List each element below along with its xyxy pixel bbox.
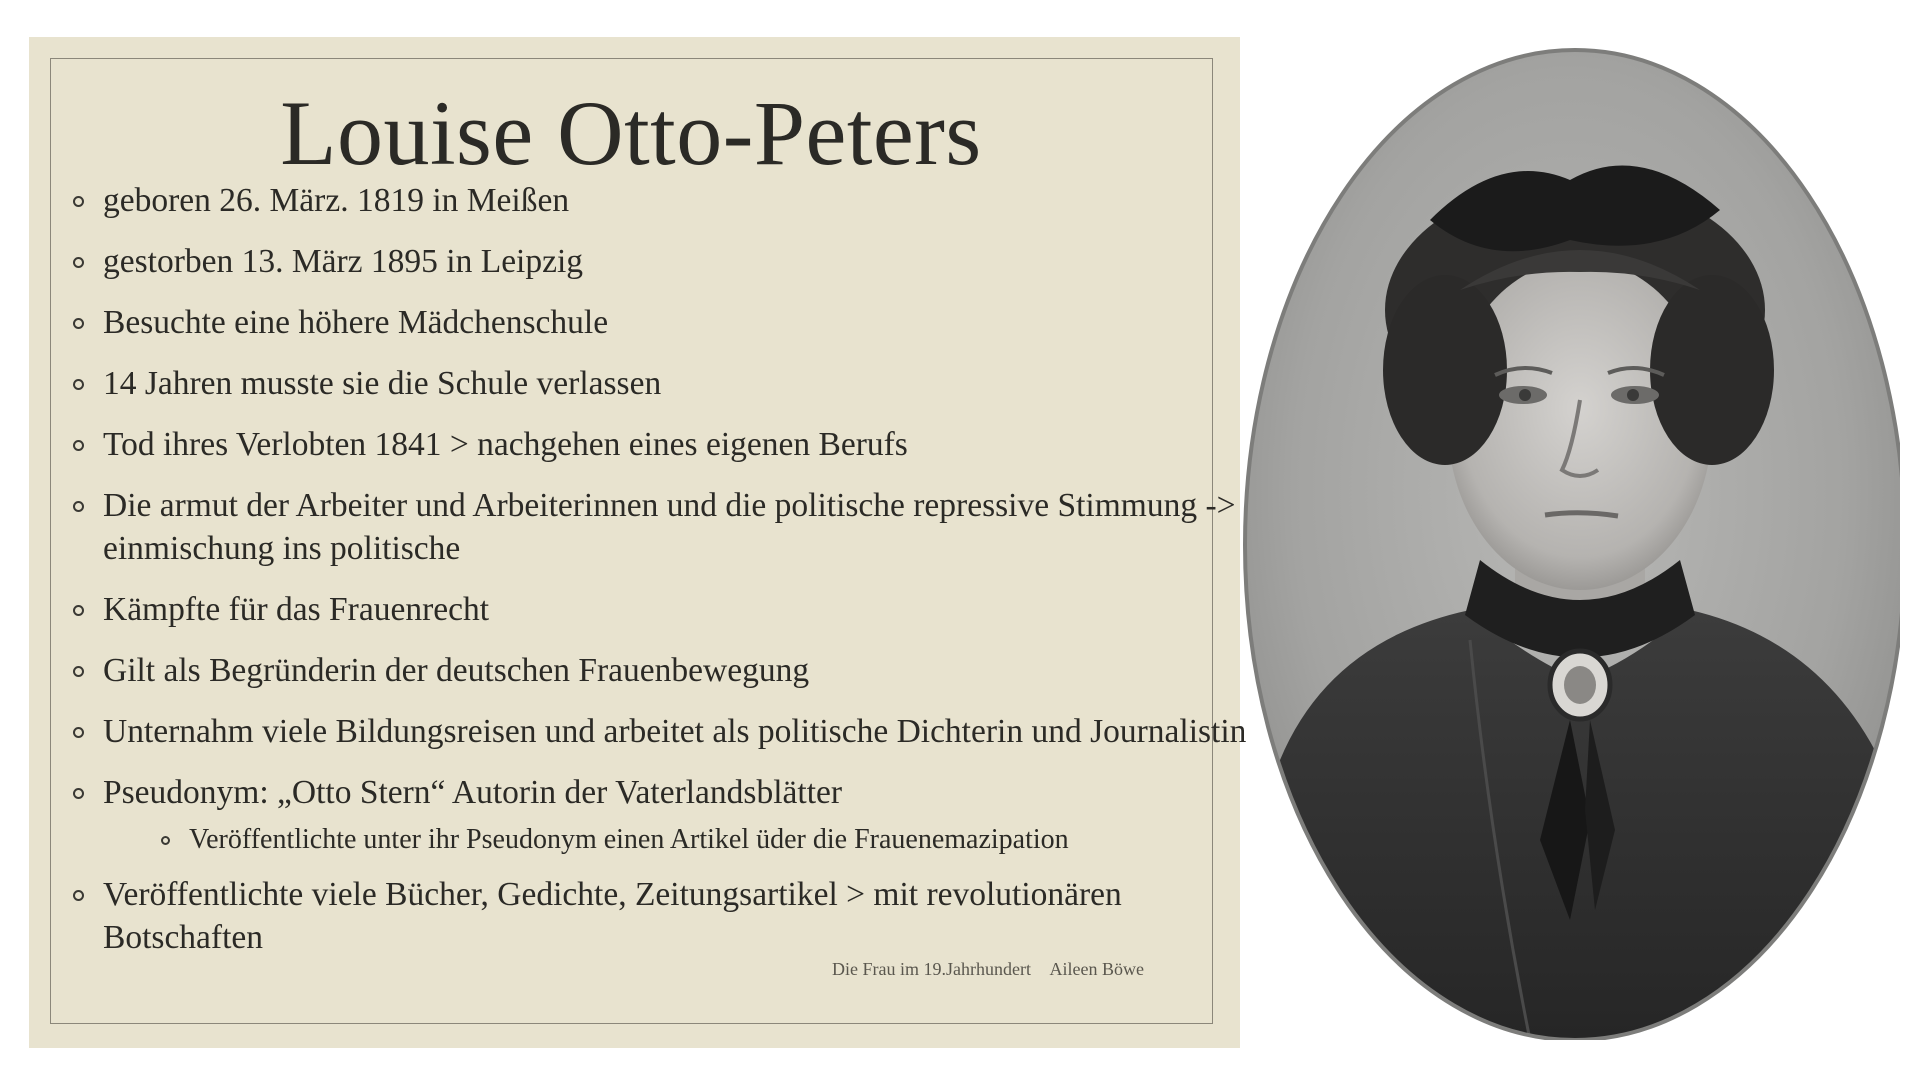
slide-panel bbox=[29, 37, 1247, 1048]
bullet-fiance: Tod ihres Verlobten 1841 > nachgehen eines eigenen Berufs bbox=[73, 423, 1283, 466]
slide-frame bbox=[50, 58, 1247, 1024]
bullet-death: gestorben 13. März 1895 in Leipzig bbox=[73, 240, 1283, 283]
footer-author: Aileen Böwe bbox=[1049, 959, 1144, 979]
footer bbox=[832, 959, 1144, 980]
portrait-illustration bbox=[1240, 40, 1900, 1040]
bullet-travels: Unternahm viele Bildungsreisen und arbeitet als politische Dichterin und Journalistin bbox=[73, 710, 1283, 753]
bullet-womens-rights: Kämpfte für das Frauenrecht bbox=[73, 588, 1283, 631]
slide-title: Louise Otto-Peters bbox=[280, 82, 982, 184]
bullet-politics: Die armut der Arbeiter und Arbeiterinnen und die politische repressive Stimmung -> einmischung ins politische bbox=[73, 484, 1283, 570]
footer-topic: Die Frau im 19.Jahrhundert bbox=[832, 959, 1032, 979]
bullet-birth: geboren 26. März. 1819 in Meißen bbox=[73, 179, 1283, 222]
portrait-photo bbox=[1240, 40, 1900, 1040]
sub-bullet-article: Veröffentlichte unter ihr Pseudonym einen Artikel üder die Frauenemazipation bbox=[161, 822, 1283, 858]
bullet-pseudonym: Pseudonym: „Otto Stern“ Autorin der Vaterlandsblätter bbox=[73, 771, 1283, 814]
bullet-list bbox=[73, 179, 1283, 977]
bullet-school: Besuchte eine höhere Mädchenschule bbox=[73, 301, 1283, 344]
bullet-publications: Veröffentlichte viele Bücher, Gedichte, Zeitungsartikel > mit revolutionären Botschaften bbox=[73, 873, 1283, 959]
bullet-left-school: 14 Jahren musste sie die Schule verlassen bbox=[73, 362, 1283, 405]
bullet-founder: Gilt als Begründerin der deutschen Frauenbewegung bbox=[73, 649, 1283, 692]
